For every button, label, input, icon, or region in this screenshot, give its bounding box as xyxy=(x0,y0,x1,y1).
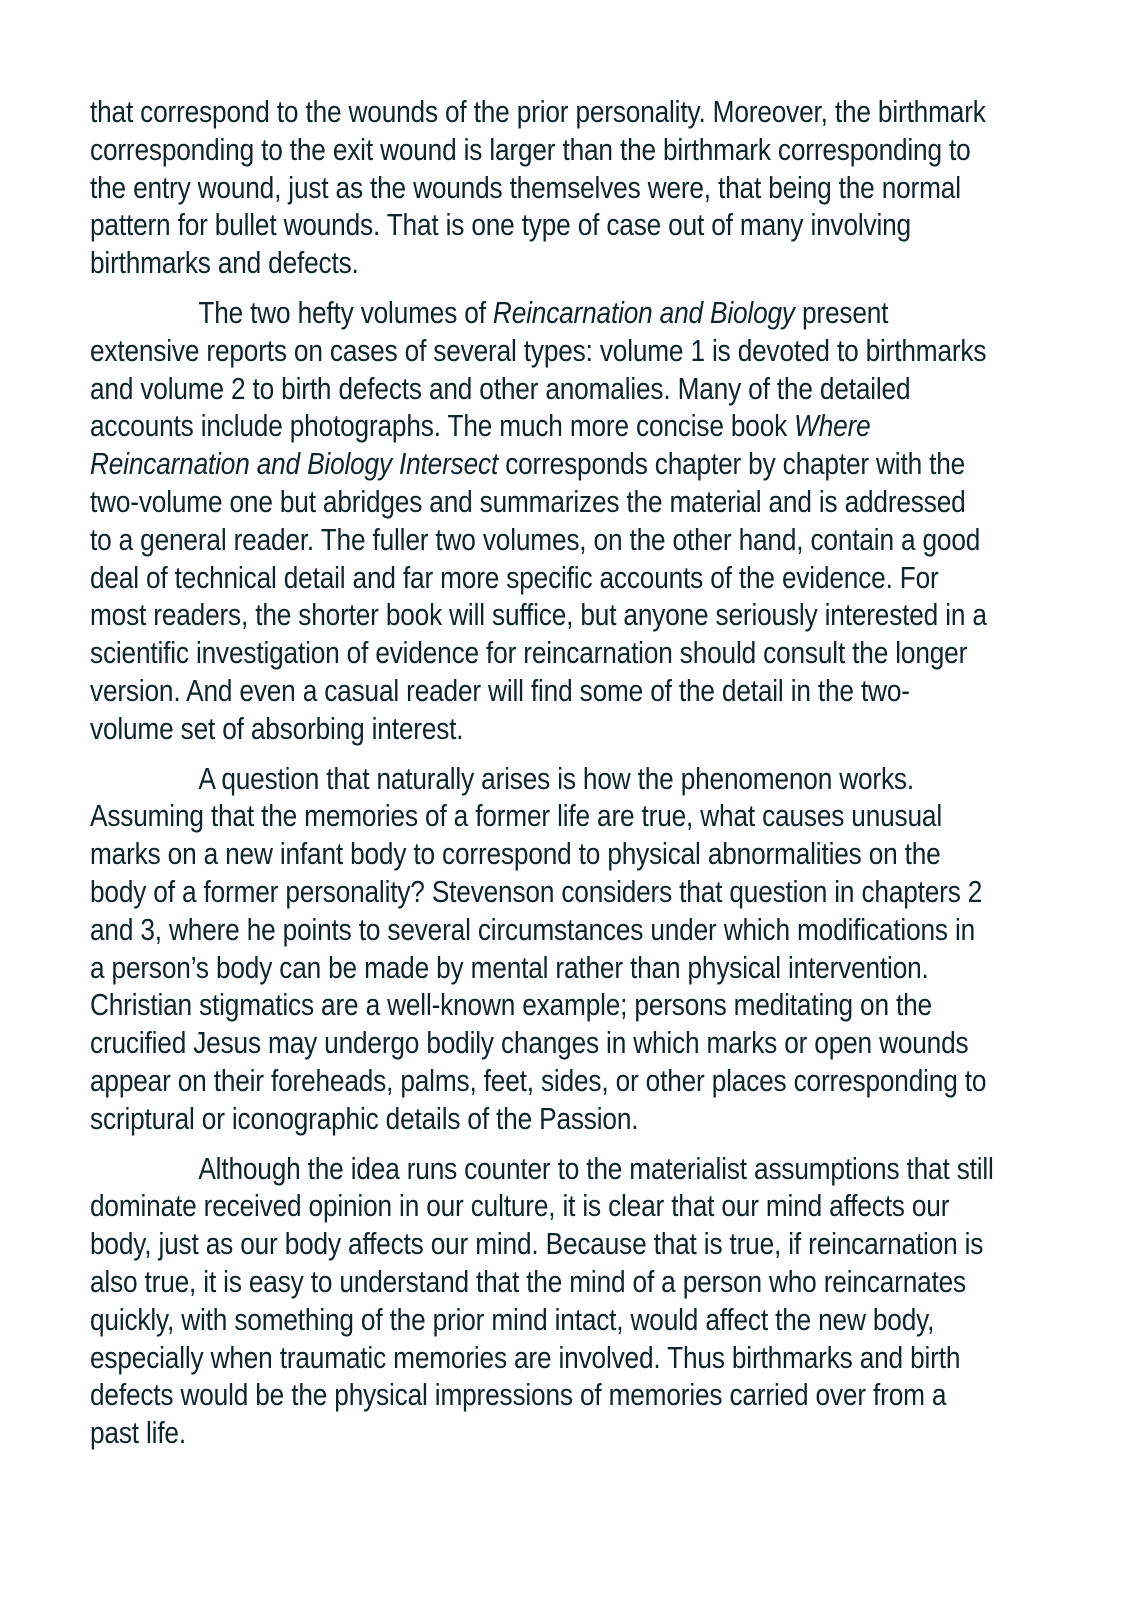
text-segment: appear on their foreheads, palms, feet, sides, or other places corresponding to xyxy=(90,1063,987,1098)
text-segment: deal of technical detail and far more specific accounts of the evidence. For xyxy=(90,560,939,595)
text-segment: Christian stigmatics are a well-known example; persons meditating on the xyxy=(90,988,932,1023)
text-line xyxy=(90,711,916,749)
text-line xyxy=(90,874,983,912)
text-segment: extensive reports on cases of several types: volume 1 is devoted to birthmarks xyxy=(90,333,987,368)
text-segment: corresponds chapter by chapter with the xyxy=(498,447,966,482)
text-line xyxy=(90,170,961,208)
text-segment: a person’s body can be made by mental rather than physical intervention. xyxy=(90,950,929,985)
text-line xyxy=(90,987,932,1025)
text-segment: quickly, with something of the prior mind intact, would affect the new body, xyxy=(90,1302,935,1337)
text-line xyxy=(90,950,929,988)
text-segment: scientific investigation of evidence for reincarnation should consult the longer xyxy=(90,636,968,671)
text-segment: Assuming that the memories of a former life are true, what causes unusual xyxy=(90,799,942,834)
text-line xyxy=(90,132,971,170)
text-line xyxy=(90,446,966,484)
text-line xyxy=(90,245,916,283)
text-segment: that correspond to the wounds of the prior personality. Moreover, the birthmark xyxy=(90,95,986,129)
text-line xyxy=(90,1063,987,1101)
text-segment: version. And even a casual reader will find some of the detail in the two- xyxy=(90,673,910,708)
text-segment: especially when traumatic memories are involved. Thus birthmarks and birth xyxy=(90,1340,961,1375)
text-line xyxy=(90,1302,935,1340)
text-line xyxy=(90,1188,950,1226)
text-segment: body, just as our body affects our mind. Because that is true, if reincarnation is xyxy=(90,1227,984,1262)
text-segment: past life. xyxy=(90,1416,186,1451)
text-segment: most readers, the shorter book will suffice, but anyone seriously interested in a xyxy=(90,598,987,633)
paragraph xyxy=(90,295,1050,749)
text-line xyxy=(90,484,966,522)
text-segment: birthmarks and defects. xyxy=(90,246,359,281)
text-segment: marks on a new infant body to correspond to physical abnormalities on the xyxy=(90,837,941,872)
text-segment: A question that naturally arises is how the phenomenon works. xyxy=(198,761,914,796)
text-line xyxy=(90,1101,916,1139)
text-line xyxy=(90,673,916,711)
book-title: Where xyxy=(794,409,871,444)
text-line xyxy=(90,1264,967,1302)
text-line xyxy=(90,1151,994,1189)
text-segment: volume set of absorbing interest. xyxy=(90,711,464,746)
text-line xyxy=(90,94,986,132)
text-line xyxy=(90,1340,961,1378)
text-line xyxy=(90,1226,984,1264)
text-segment: also true, it is easy to understand that the mind of a person who reincarnates xyxy=(90,1264,967,1299)
text-line xyxy=(90,798,942,836)
text-segment: accounts include photographs. The much more concise book xyxy=(90,409,795,444)
text-segment: defects would be the physical impressions of memories carried over from a xyxy=(90,1378,947,1413)
text-line xyxy=(90,560,939,598)
text-segment: scriptural or iconographic details of the Passion. xyxy=(90,1101,639,1136)
paragraph xyxy=(90,761,1050,1139)
text-line xyxy=(90,408,916,446)
text-line xyxy=(90,836,941,874)
paragraph xyxy=(90,1151,1050,1453)
text-line xyxy=(90,597,987,635)
text-line xyxy=(90,1025,969,1063)
text-segment: Although the idea runs counter to the materialist assumptions that still xyxy=(198,1151,994,1186)
text-segment: crucified Jesus may undergo bodily changes in which marks or open wounds xyxy=(90,1026,969,1061)
paragraph xyxy=(90,94,1050,283)
text-segment: present xyxy=(794,295,889,330)
text-line xyxy=(90,371,916,409)
text-segment: and 3, where he points to several circumstances under which modifications in xyxy=(90,912,976,947)
text-line xyxy=(90,1377,947,1415)
text-segment: dominate received opinion in our culture, it is clear that our mind affects our xyxy=(90,1189,950,1224)
text-segment: body of a former personality? Stevenson considers that question in chapters 2 xyxy=(90,874,983,909)
text-line xyxy=(90,295,916,333)
book-title: Reincarnation and Biology Intersect xyxy=(90,447,499,482)
text-line xyxy=(90,912,976,950)
text-segment: pattern for bullet wounds. That is one type of case out of many involving xyxy=(90,208,911,243)
text-line xyxy=(90,522,981,560)
text-segment: the entry wound, just as the wounds themselves were, that being the normal xyxy=(90,170,961,205)
text-segment: to a general reader. The fuller two volumes, on the other hand, contain a good xyxy=(90,522,981,557)
text-segment: and volume 2 to birth defects and other anomalies. Many of the detailed xyxy=(90,371,911,406)
text-segment: The two hefty volumes of xyxy=(198,295,493,330)
text-line xyxy=(90,1415,916,1453)
text-line xyxy=(90,207,916,245)
text-line xyxy=(90,635,968,673)
text-line xyxy=(90,333,987,371)
text-segment: two-volume one but abridges and summarizes the material and is addressed xyxy=(90,484,966,519)
book-title: Reincarnation and Biology xyxy=(492,295,795,330)
text-line xyxy=(90,761,916,799)
text-segment: corresponding to the exit wound is larger than the birthmark corresponding to xyxy=(90,132,971,167)
document-page xyxy=(90,94,1050,1465)
